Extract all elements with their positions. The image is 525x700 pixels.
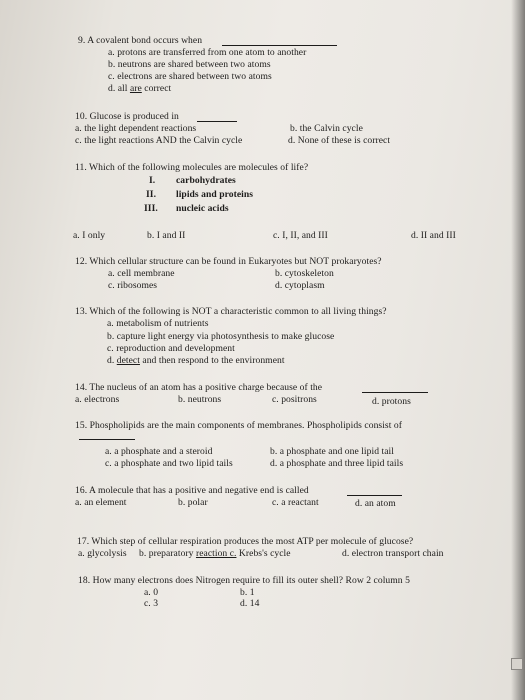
q11-item-3-text: nucleic acids: [176, 203, 229, 214]
q11-item-3-num: III.: [144, 203, 158, 214]
q10-option-c: c. the light reactions AND the Calvin cycle: [75, 135, 243, 146]
q11-option-b: b. I and II: [147, 230, 186, 241]
q14-option-a: a. electrons: [75, 394, 120, 405]
q12-option-b: b. cytoskeleton: [275, 268, 334, 279]
q17-stem: 17. Which step of cellular respiration produces the most ATP per molecule of glucose?: [77, 536, 414, 547]
q9-stem: 9. A covalent bond occurs when: [78, 35, 203, 46]
page-edge-shadow: [511, 0, 525, 700]
q11-item-2-text: lipids and proteins: [176, 189, 254, 200]
q14-stem: 14. The nucleus of an atom has a positive charge because of the: [75, 382, 323, 393]
q11-item-2-num: II.: [146, 189, 157, 200]
q12-option-d: d. cytoplasm: [275, 280, 325, 291]
q13-option-b: b. capture light energy via photosynthesis to make glucose: [107, 331, 335, 342]
q14-option-b: b. neutrons: [178, 394, 222, 405]
q18-option-d: d. 14: [240, 598, 260, 609]
q11-option-c: c. I, II, and III: [273, 230, 328, 241]
q17-option-d: d. electron transport chain: [342, 548, 444, 559]
q17-option-a: a. glycolysis: [78, 548, 127, 559]
q16-answer-blank: [347, 495, 402, 496]
q14-option-c: c. positrons: [272, 394, 317, 405]
q15-option-c: c. a phosphate and two lipid tails: [105, 458, 233, 469]
q14-option-d: d. protons: [372, 396, 411, 407]
q10-option-a: a. the light dependent reactions: [75, 123, 197, 134]
q15-option-b: b. a phosphate and one lipid tail: [270, 446, 394, 457]
q9-answer-blank: [222, 45, 337, 46]
q13-option-d: d. detect and then respond to the environment: [107, 355, 285, 366]
q9-option-a: a. protons are transferred from one atom to another: [108, 47, 307, 58]
q11-stem: 11. Which of the following molecules are molecules of life?: [75, 162, 309, 173]
q11-item-1-num: I.: [149, 175, 156, 186]
q15-option-a: a. a phosphate and a steroid: [105, 446, 213, 457]
q16-option-a: a. an element: [75, 497, 127, 508]
q13-option-c: c. reproduction and development: [107, 343, 235, 354]
q18-option-c: c. 3: [144, 598, 159, 609]
q12-option-a: a. cell membrane: [108, 268, 175, 279]
q12-option-c: c. ribosomes: [108, 280, 158, 291]
q15-answer-blank: [79, 439, 135, 440]
q12-stem: 12. Which cellular structure can be found in Eukaryotes but NOT prokaryotes?: [75, 256, 382, 267]
q16-option-d: d. an atom: [355, 498, 396, 509]
q15-option-d: d. a phosphate and three lipid tails: [270, 458, 404, 469]
q9-option-c: c. electrons are shared between two atoms: [108, 71, 272, 82]
q18-option-a: a. 0: [144, 587, 159, 598]
q11-option-d: d. II and III: [411, 230, 456, 241]
q11-option-a: a. I only: [73, 230, 106, 241]
q16-option-b: b. polar: [178, 497, 208, 508]
q10-option-b: b. the Calvin cycle: [290, 123, 363, 134]
q9-option-b: b. neutrons are shared between two atoms: [108, 59, 271, 70]
q16-stem: 16. A molecule that has a positive and negative end is called: [75, 485, 309, 496]
q10-answer-blank: [197, 121, 237, 122]
q17-option-b-c: b. preparatory reaction c. Krebs's cycle: [139, 548, 291, 559]
q9-option-d: d. all are correct: [108, 83, 172, 94]
q18-stem: 18. How many electrons does Nitrogen require to fill its outer shell? Row 2 column 5: [78, 575, 410, 586]
page-corner-mark: [511, 658, 523, 670]
q16-option-c: c. a reactant: [272, 497, 319, 508]
q14-answer-blank: [362, 392, 428, 393]
q13-option-a: a. metabolism of nutrients: [107, 318, 209, 329]
q10-option-d: d. None of these is correct: [288, 135, 391, 146]
q11-item-1-text: carbohydrates: [176, 175, 236, 186]
q10-stem: 10. Glucose is produced in: [75, 111, 179, 122]
q18-option-b: b. 1: [240, 587, 255, 598]
q13-stem: 13. Which of the following is NOT a characteristic common to all living things?: [75, 306, 387, 317]
q15-stem: 15. Phospholipids are the main components of membranes. Phospholipids consist of: [75, 420, 402, 431]
